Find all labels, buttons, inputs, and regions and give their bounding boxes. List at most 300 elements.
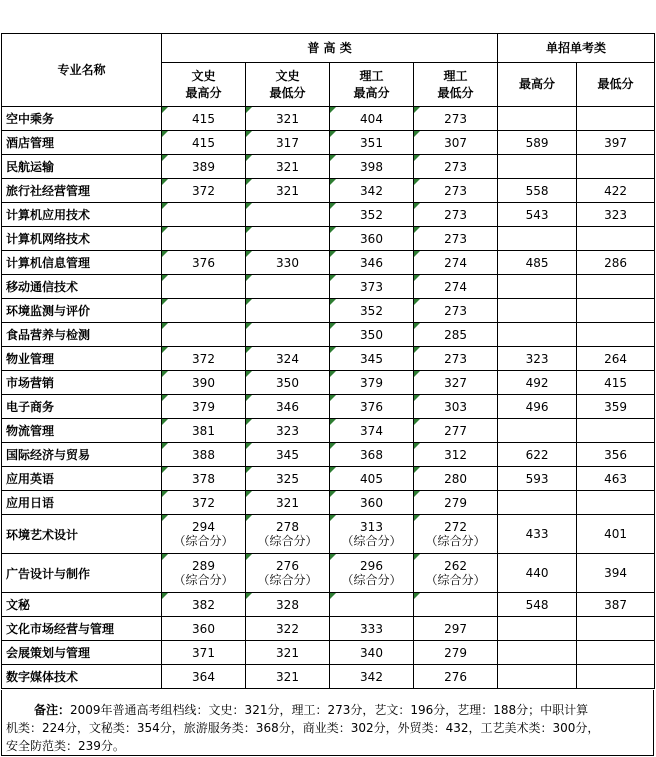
special-min-cell [577,203,655,227]
major-name-cell: 食品营养与检测 [2,323,162,347]
score-value: 593 [525,471,549,486]
special-max-cell [498,641,577,665]
special-min-cell [577,107,655,131]
major-name-cell: 物业管理 [2,347,162,371]
special-max-cell [498,131,577,155]
science-max-cell [330,617,414,641]
score-value: 543 [525,207,549,222]
arts-max-cell [162,617,246,641]
science-min-cell [414,641,498,665]
note-text-1: 2009年普通高考组档线：文史：321分，理工：273分，艺文：196分，艺理：188分；中职计算 [70,703,589,717]
table-row [2,491,655,515]
score-value: 496 [525,399,549,414]
score-value: 327 [444,375,467,390]
score-value: 285 [444,327,467,342]
major-name-cell: 会展策划与管理 [2,641,162,665]
score-value: 401 [604,527,627,541]
table-row [2,203,655,227]
header-science-min: 理工 最低分 [414,63,498,107]
score-value: 312 [444,447,467,462]
major-name-cell: 国际经济与贸易 [2,443,162,467]
score-value: 321 [276,159,299,174]
note-box [1,690,654,756]
science-max-cell [330,251,414,275]
special-min-cell [577,617,655,641]
arts-min-cell [246,155,330,179]
arts-min-cell [246,554,330,593]
table-row [2,467,655,491]
special-min-cell [577,371,655,395]
arts-min-cell [246,323,330,347]
science-min-cell [414,665,498,689]
score-value: 321 [276,645,299,660]
score-value: 388 [192,447,215,462]
science-min-cell [414,593,498,617]
score-value: 422 [604,183,627,198]
score-value: 289 [192,559,215,573]
score-value: 342 [360,669,383,684]
arts-max-cell [162,299,246,323]
arts-min-cell [246,179,330,203]
science-max-cell [330,107,414,131]
score-value: 364 [192,669,215,684]
score-value: 558 [525,183,549,198]
science-min-cell [414,131,498,155]
major-name-cell: 数字媒体技术 [2,665,162,689]
table-row [2,665,655,689]
header-special-max: 最高分 [498,63,577,107]
arts-min-cell [246,299,330,323]
score-value: 303 [444,399,467,414]
table-row [2,107,655,131]
score-value: 387 [604,597,627,612]
science-min-cell [414,371,498,395]
score-value: 360 [192,621,215,636]
arts-max-cell [162,107,246,131]
arts-max-cell [162,467,246,491]
composite-score-note: （综合分） [425,573,486,587]
score-value: 313 [360,520,383,534]
science-min-cell [414,203,498,227]
special-min-cell [577,419,655,443]
science-min-cell [414,467,498,491]
science-max-cell [330,131,414,155]
science-max-cell [330,491,414,515]
major-name-cell: 环境监测与评价 [2,299,162,323]
score-value: 279 [444,645,467,660]
arts-min-cell [246,251,330,275]
score-value: 273 [444,231,467,246]
score-value: 415 [604,375,627,390]
score-value: 273 [444,351,467,366]
score-value: 273 [444,183,467,198]
arts-min-cell [246,395,330,419]
score-value: 359 [604,399,627,414]
science-max-cell [330,515,414,554]
major-name-cell: 民航运输 [2,155,162,179]
score-value: 372 [192,495,215,510]
table-row [2,371,655,395]
major-name-cell: 环境艺术设计 [2,515,162,554]
special-min-cell [577,491,655,515]
arts-max-cell [162,179,246,203]
special-min-cell [577,251,655,275]
arts-max-cell [162,641,246,665]
score-value: 379 [360,375,383,390]
science-max-cell [330,554,414,593]
score-value: 330 [276,255,299,270]
score-value: 346 [360,255,383,270]
table-row [2,395,655,419]
header-major: 专业名称 [2,34,162,107]
science-max-cell [330,395,414,419]
arts-min-cell [246,641,330,665]
major-name-cell: 空中乘务 [2,107,162,131]
science-min-cell [414,515,498,554]
science-max-cell [330,275,414,299]
special-min-cell [577,299,655,323]
science-min-cell [414,617,498,641]
special-max-cell [498,443,577,467]
score-value: 279 [444,495,467,510]
score-value: 390 [192,375,215,390]
table-row [2,179,655,203]
composite-score-note: （综合分） [425,534,486,548]
major-name-cell: 文秘 [2,593,162,617]
score-value: 324 [276,351,299,366]
table-row [2,617,655,641]
science-max-cell [330,665,414,689]
header-arts-max: 文史 最高分 [162,63,246,107]
score-value: 307 [444,135,467,150]
arts-max-cell [162,251,246,275]
science-min-cell [414,323,498,347]
arts-min-cell [246,275,330,299]
score-value: 297 [444,621,467,636]
special-min-cell [577,323,655,347]
science-min-cell [414,107,498,131]
special-min-cell [577,467,655,491]
arts-max-cell [162,395,246,419]
table-row [2,251,655,275]
score-value: 323 [604,207,627,222]
table-row [2,593,655,617]
special-max-cell [498,554,577,593]
science-max-cell [330,443,414,467]
score-value: 273 [444,111,467,126]
special-max-cell [498,323,577,347]
special-max-cell [498,227,577,251]
score-value: 345 [360,351,383,366]
table-row [2,641,655,665]
table-row [2,554,655,593]
score-value: 273 [444,207,467,222]
table-row [2,515,655,554]
special-max-cell [498,665,577,689]
score-value: 368 [360,447,383,462]
score-value: 433 [525,527,549,541]
score-value: 360 [360,495,383,510]
header-science-max: 理工 最高分 [330,63,414,107]
note-line-2: 机类：224分，文秘类：354分，旅游服务类：368分，商业类：302分，外贸类：432，工艺美术类：300分， [6,721,600,735]
science-max-cell [330,179,414,203]
header-general-group: 普 高 类 [162,34,498,63]
score-value: 296 [360,559,383,573]
major-name-cell: 应用日语 [2,491,162,515]
special-min-cell [577,515,655,554]
special-max-cell [498,203,577,227]
science-max-cell [330,155,414,179]
score-value: 273 [444,303,467,318]
special-max-cell [498,251,577,275]
score-value: 589 [525,135,549,150]
score-value: 405 [360,471,383,486]
score-value: 548 [525,597,549,612]
score-value: 278 [276,520,299,534]
science-min-cell [414,179,498,203]
arts-max-cell [162,665,246,689]
score-value: 394 [604,566,627,580]
special-max-cell [498,155,577,179]
table-row [2,227,655,251]
score-value: 382 [192,597,215,612]
arts-min-cell [246,617,330,641]
science-min-cell [414,443,498,467]
note-label: 备注： [34,703,71,717]
science-min-cell [414,347,498,371]
special-max-cell [498,395,577,419]
science-max-cell [330,203,414,227]
arts-min-cell [246,227,330,251]
science-min-cell [414,227,498,251]
arts-min-cell [246,665,330,689]
arts-min-cell [246,491,330,515]
special-max-cell [498,179,577,203]
major-name-cell: 移动通信技术 [2,275,162,299]
score-value: 622 [525,447,549,462]
header-special-min: 最低分 [577,63,655,107]
score-value: 345 [276,447,299,462]
arts-min-cell [246,203,330,227]
science-min-cell [414,275,498,299]
special-min-cell [577,665,655,689]
score-value: 350 [360,327,383,342]
special-max-cell [498,275,577,299]
science-min-cell [414,155,498,179]
score-value: 398 [360,159,383,174]
major-name-cell: 计算机信息管理 [2,251,162,275]
score-value: 352 [360,303,383,318]
score-value: 351 [360,135,383,150]
special-min-cell [577,131,655,155]
special-min-cell [577,641,655,665]
special-min-cell [577,155,655,179]
score-value: 463 [604,471,627,486]
special-min-cell [577,395,655,419]
major-name-cell: 市场营销 [2,371,162,395]
score-value: 276 [276,559,299,573]
special-min-cell [577,554,655,593]
major-name-cell: 酒店管理 [2,131,162,155]
score-value: 277 [444,423,467,438]
score-value: 322 [276,621,299,636]
special-max-cell [498,347,577,371]
special-max-cell [498,617,577,641]
arts-min-cell [246,443,330,467]
arts-min-cell [246,515,330,554]
arts-max-cell [162,131,246,155]
science-max-cell [330,419,414,443]
score-value: 492 [525,375,549,390]
header-special-group: 单招单考类 [498,34,655,63]
major-name-cell: 旅行社经营管理 [2,179,162,203]
science-max-cell [330,371,414,395]
score-value: 485 [525,255,549,270]
special-max-cell [498,467,577,491]
science-min-cell [414,491,498,515]
major-name-cell: 应用英语 [2,467,162,491]
arts-max-cell [162,419,246,443]
arts-max-cell [162,203,246,227]
arts-min-cell [246,347,330,371]
table-row [2,275,655,299]
arts-max-cell [162,227,246,251]
table-row [2,443,655,467]
score-value: 376 [360,399,383,414]
science-min-cell [414,395,498,419]
arts-max-cell [162,371,246,395]
arts-max-cell [162,275,246,299]
score-value: 280 [444,471,467,486]
table-row [2,131,655,155]
major-name-cell: 物流管理 [2,419,162,443]
composite-score-note: （综合分） [173,534,234,548]
science-max-cell [330,467,414,491]
science-min-cell [414,554,498,593]
composite-score-note: （综合分） [257,534,318,548]
arts-max-cell [162,554,246,593]
score-value: 342 [360,183,383,198]
science-max-cell [330,347,414,371]
score-value: 440 [525,566,549,580]
score-value: 264 [604,351,627,366]
score-value: 317 [276,135,299,150]
major-name-cell: 广告设计与制作 [2,554,162,593]
score-value: 321 [276,183,299,198]
arts-min-cell [246,371,330,395]
special-min-cell [577,347,655,371]
score-value: 360 [360,231,383,246]
special-max-cell [498,491,577,515]
arts-min-cell [246,107,330,131]
science-max-cell [330,227,414,251]
science-max-cell [330,323,414,347]
major-name-cell: 计算机应用技术 [2,203,162,227]
admission-score-table [1,33,655,689]
score-value: 321 [276,495,299,510]
special-max-cell [498,299,577,323]
score-value: 415 [192,135,215,150]
score-value: 376 [192,255,215,270]
score-value: 404 [360,111,383,126]
score-value: 321 [276,111,299,126]
special-max-cell [498,515,577,554]
science-max-cell [330,593,414,617]
score-value: 333 [360,621,383,636]
score-value: 389 [192,159,215,174]
composite-score-note: （综合分） [173,573,234,587]
arts-max-cell [162,323,246,347]
score-value: 372 [192,183,215,198]
score-value: 373 [360,279,383,294]
special-min-cell [577,227,655,251]
special-max-cell [498,371,577,395]
major-name-cell: 电子商务 [2,395,162,419]
score-value: 346 [276,399,299,414]
table-row [2,299,655,323]
table-row [2,155,655,179]
score-value: 356 [604,447,627,462]
score-value: 276 [444,669,467,684]
science-max-cell [330,299,414,323]
score-value: 328 [276,597,299,612]
note-line-1 [6,701,649,719]
science-min-cell [414,419,498,443]
score-value: 371 [192,645,215,660]
special-max-cell [498,107,577,131]
special-max-cell [498,419,577,443]
special-min-cell [577,275,655,299]
score-value: 274 [444,255,467,270]
score-value: 340 [360,645,383,660]
score-value: 274 [444,279,467,294]
arts-min-cell [246,419,330,443]
arts-min-cell [246,593,330,617]
table-row [2,323,655,347]
score-value: 381 [192,423,215,438]
special-min-cell [577,443,655,467]
major-name-cell: 文化市场经营与管理 [2,617,162,641]
arts-min-cell [246,467,330,491]
table-row [2,347,655,371]
score-value: 372 [192,351,215,366]
note-line-3: 安全防范类：239分。 [6,739,125,753]
composite-score-note: （综合分） [341,573,402,587]
special-min-cell [577,593,655,617]
science-max-cell [330,641,414,665]
score-value: 273 [444,159,467,174]
arts-max-cell [162,443,246,467]
score-value: 325 [276,471,299,486]
arts-max-cell [162,155,246,179]
arts-min-cell [246,131,330,155]
arts-max-cell [162,593,246,617]
score-value: 374 [360,423,383,438]
science-min-cell [414,251,498,275]
score-value: 350 [276,375,299,390]
science-min-cell [414,299,498,323]
score-value: 321 [276,669,299,684]
score-value: 378 [192,471,215,486]
table-row [2,419,655,443]
composite-score-note: （综合分） [341,534,402,548]
arts-max-cell [162,491,246,515]
score-value: 272 [444,520,467,534]
score-value: 397 [604,135,627,150]
arts-max-cell [162,347,246,371]
score-value: 415 [192,111,215,126]
score-value: 379 [192,399,215,414]
